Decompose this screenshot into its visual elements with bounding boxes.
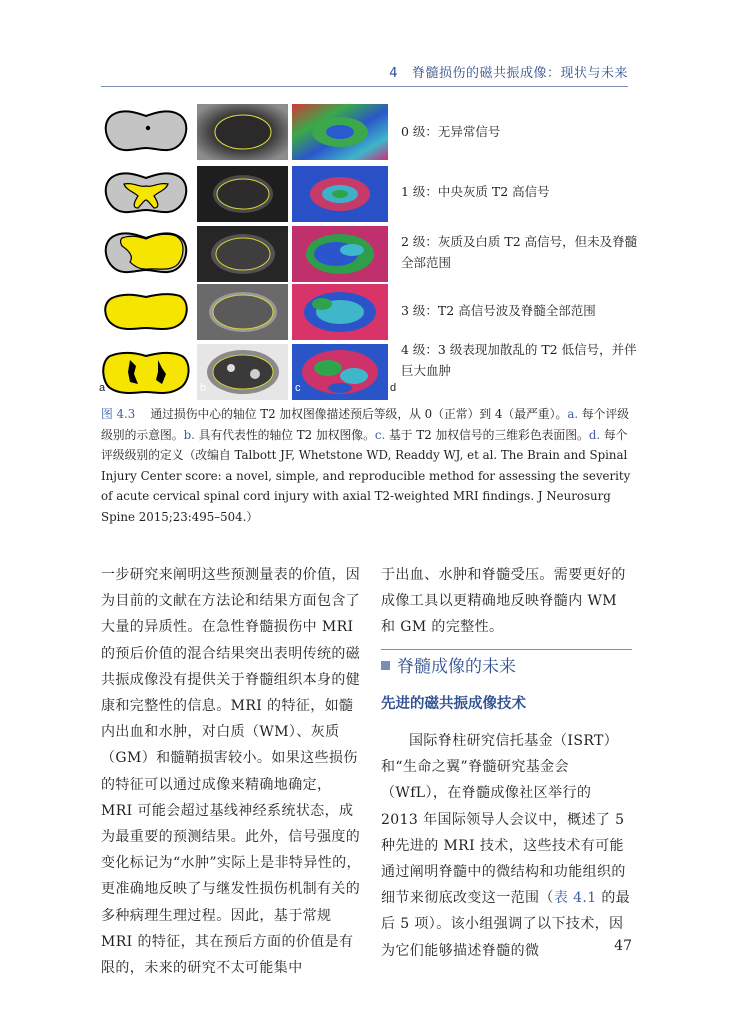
right-paragraph-1: 于出血、水肿和脊髓受压。需要更好的成像工具以更精确地反映脊髓内 WM 和 GM 的完整性。	[381, 567, 626, 636]
grade-row-0	[97, 104, 667, 160]
section-square-icon	[381, 661, 390, 670]
caption-a-mark: a.	[567, 407, 579, 421]
header-rule	[101, 86, 628, 87]
color-map-grade-4	[292, 344, 388, 400]
grade-row-1	[97, 166, 667, 222]
schematic-grade-2	[100, 226, 192, 282]
panel-letter-a: a	[99, 382, 106, 394]
color-map-grade-1	[292, 166, 388, 222]
schematic-grade-3	[100, 284, 192, 340]
panel-letter-d: d	[390, 382, 397, 394]
panel-letter-c: c	[295, 382, 301, 394]
grade-row-3	[97, 284, 667, 340]
figure-caption	[101, 404, 631, 527]
schematic-grade-0	[100, 104, 192, 160]
grade-row-4	[97, 344, 667, 400]
subsection-heading: 先进的磁共振成像技术	[381, 696, 526, 712]
section-heading	[381, 652, 516, 677]
right-column-bottom	[381, 728, 631, 964]
right-paragraph-2-b: 的最后 5 项）。该小组强调了以下技术，因为它们能够描述脊髓的微	[381, 890, 631, 959]
caption-c-text: 基于 T2 加权信号的三维彩色表面图。	[385, 427, 589, 442]
schematic-grade-1	[100, 166, 192, 222]
grade-3-text: 3 级：T2 高信号波及脊髓全部范围	[401, 303, 596, 318]
color-map-grade-3	[292, 284, 388, 340]
caption-intro: 通过损伤中心的轴位 T2 加权图像描述预后等级，从 0（正常）到 4（最严重）。	[150, 407, 568, 421]
grade-1-text: 1 级：中央灰质 T2 高信号	[401, 184, 550, 199]
schematic-grade-4	[100, 344, 192, 400]
grade-0-text: 0 级：无异常信号	[401, 124, 501, 139]
mri-grade-1	[197, 166, 288, 222]
caption-b-mark: b.	[183, 427, 195, 442]
running-header	[389, 62, 628, 81]
table-reference-link[interactable]: 表 4.1	[553, 890, 597, 907]
left-paragraph: 一步研究来阐明这些预测量表的价值，因为目前的文献在方法论和结果方面包含了大量的异质性。在急性脊髓损伤中 MRI 的预后价值的混合结果突出表明传统的磁共振成像没有提供关于脊髓组织本身的健康和完整性的信息。MRI 的特征，如髓内出血和水肿，对白质（WM）、灰质（GM）和髓鞘损害较小。如果这些损伤的特征可以通过成像来精确地确定，MRI 可能会超过基线神经系统状态，成为最重要的预测结果。此外，信号强度的变化标记为“水肿”实际上是非特异性的，更准确地反映了与继发性损伤机制有关的多种病理生理过程。因此，基于常规 MRI 的特征，其在预后方面的价值是有限的，未来的研究不太可能集中	[101, 567, 361, 977]
left-column	[101, 562, 361, 981]
caption-c-mark: c.	[374, 427, 386, 442]
color-map-grade-0	[292, 104, 388, 160]
chapter-title: 脊髓损伤的磁共振成像：现状与未来	[411, 66, 628, 81]
section-rule	[381, 649, 632, 650]
caption-d-text: 每个评级级别的定义（改编自 Talbott JF, Whetstone WD, Readdy WJ, et al. The Brain and Spinal Injury Center score: a novel, simple, and reproducible method for assessing the severity of acute cervical spinal cord injury with axial T2-weighted MRI findings. J Neurosurg Spine 2015;23:495–504.）	[101, 427, 631, 524]
caption-b-text: 具有代表性的轴位 T2 加权图像。	[194, 427, 375, 442]
grade-row-2	[97, 226, 667, 282]
color-map-grade-2	[292, 226, 388, 282]
grade-4-text: 4 级：3 级表现加散乱的 T2 低信号，并伴巨大血肿	[401, 342, 637, 378]
page-number: 47	[614, 938, 632, 954]
mri-grade-4	[197, 344, 288, 400]
grade-2-text: 2 级：灰质及白质 T2 高信号，但未及脊髓全部范围	[401, 234, 638, 270]
right-column-top	[381, 562, 631, 641]
caption-d-mark: d.	[588, 427, 601, 442]
right-paragraph-2	[381, 728, 631, 964]
right-paragraph-2-a: 国际脊柱研究信托基金（ISRT）和“生命之翼”脊髓研究基金会（WfL），在脊髓成像社区举行的 2013 年国际领导人会议中，概述了 5 种先进的 MRI 技术，这些技术有可能通过阐明脊髓中的微结构和功能组织的细节来彻底改变这一范围（	[381, 733, 626, 907]
caption-a-text: 每个评级级别的示意图。	[101, 407, 630, 442]
caption-label: 图 4.3	[101, 407, 136, 421]
mri-grade-2	[197, 226, 288, 282]
mri-grade-3	[197, 284, 288, 340]
mri-grade-0	[197, 104, 288, 160]
panel-letter-b: b	[200, 382, 207, 394]
section-title: 脊髓成像的未来	[397, 657, 516, 677]
chapter-number: 4	[389, 66, 399, 81]
